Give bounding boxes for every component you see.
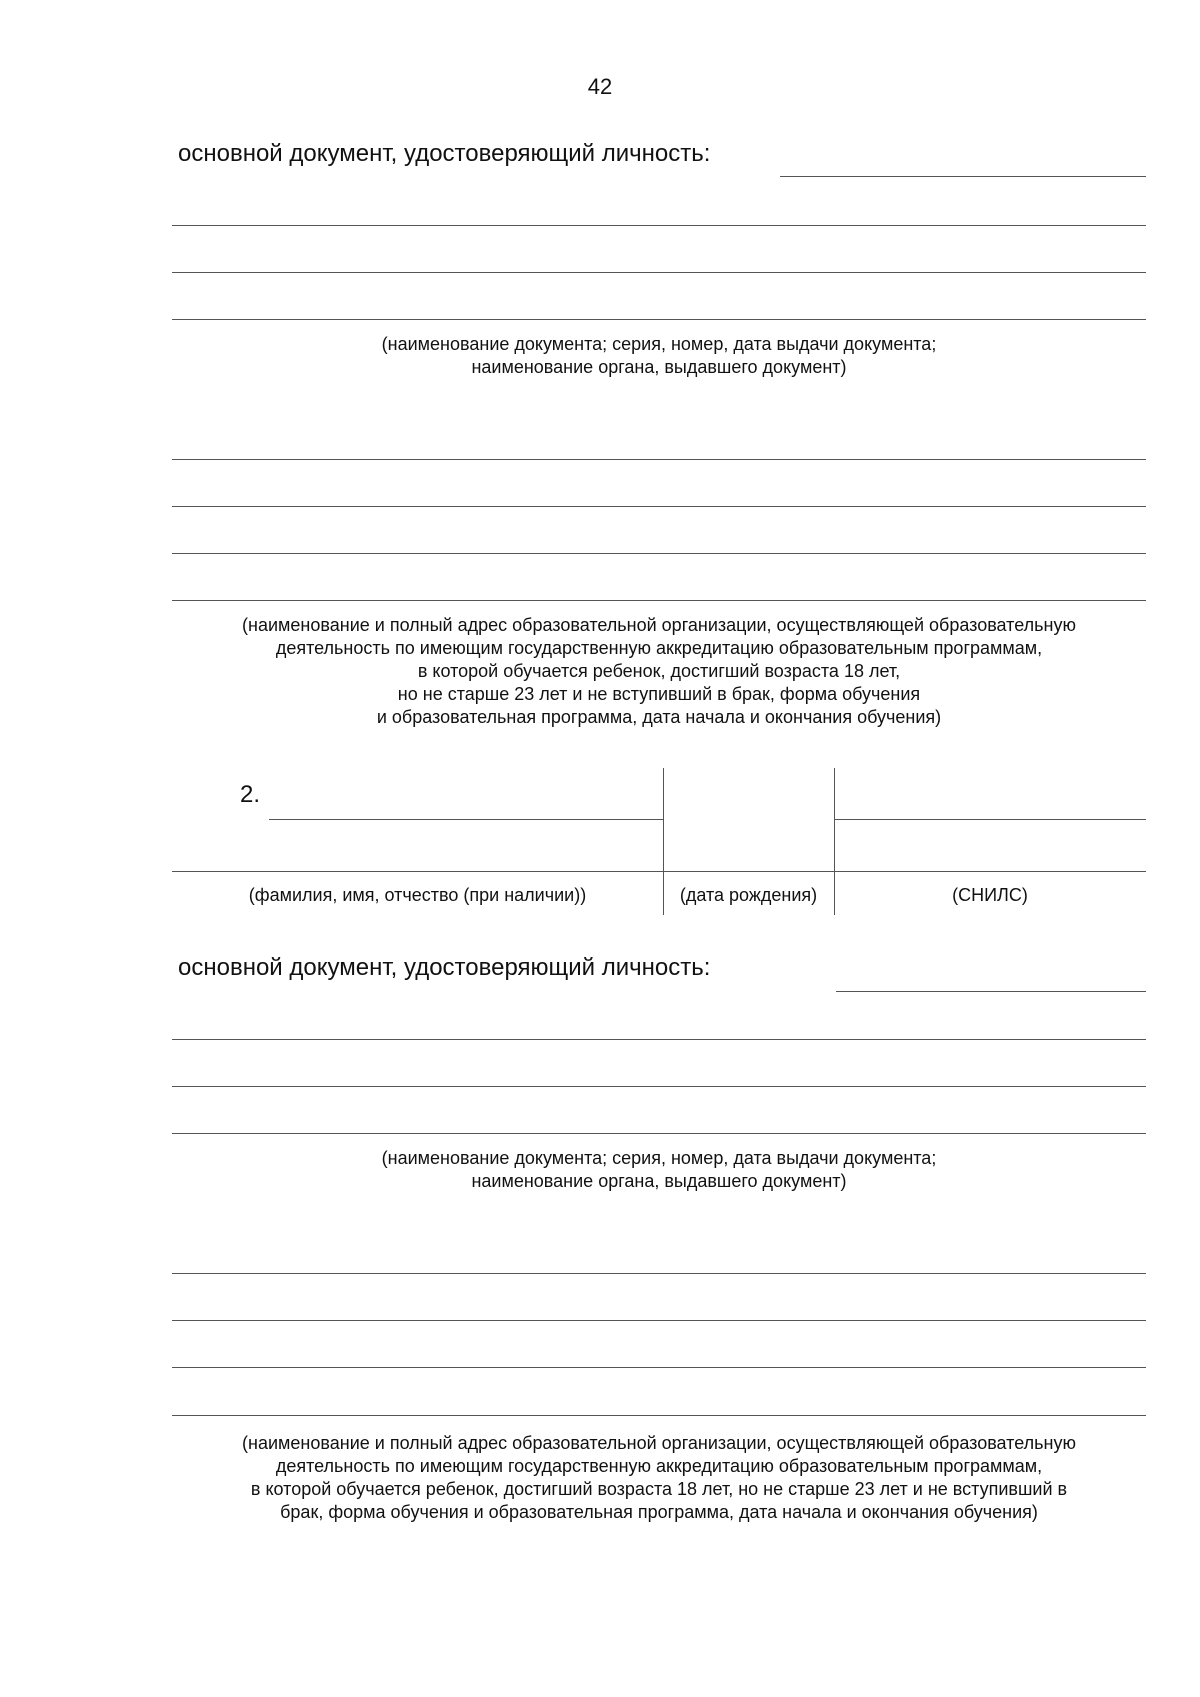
id-document-line-1[interactable] — [172, 225, 1146, 226]
snils-caption: (СНИЛС) — [952, 885, 1028, 905]
organization-2-line-1[interactable] — [172, 1273, 1146, 1274]
organization-2-line-2[interactable] — [172, 1320, 1146, 1321]
name-caption: (фамилия, имя, отчество (при наличии)) — [248, 885, 587, 905]
caption-line: деятельность по имеющим государственную аккредитацию образовательным программам, — [275, 1456, 1043, 1476]
caption-line: брак, форма обучения и образовательная программа, дата начала и окончания обучения) — [280, 1502, 1038, 1522]
organization-caption — [172, 614, 1146, 729]
organization-line-1[interactable] — [172, 459, 1146, 460]
caption-line: и образовательная программа, дата начала и окончания обучения) — [376, 707, 942, 727]
organization-caption-2 — [172, 1432, 1146, 1524]
id-document-2-line-1[interactable] — [172, 1039, 1146, 1040]
caption-line: (наименование и полный адрес образовательной организации, осуществляющей образовательную — [242, 615, 1076, 635]
person-row-baseline — [172, 871, 1146, 872]
caption-line: в которой обучается ребенок, достигший возраста 18 лет, — [417, 661, 901, 681]
id-document-2-line-3[interactable] — [172, 1133, 1146, 1134]
id-document-field-line[interactable] — [780, 176, 1146, 177]
organization-2-line-4[interactable] — [172, 1415, 1146, 1416]
organization-line-2[interactable] — [172, 506, 1146, 507]
caption-line: (наименование и полный адрес образовательной организации, осуществляющей образовательную — [242, 1433, 1076, 1453]
person-number: 2. — [240, 781, 261, 808]
name-field-line[interactable] — [269, 819, 663, 820]
snils-field-line[interactable] — [834, 819, 1146, 820]
id-document-2-line-2[interactable] — [172, 1086, 1146, 1087]
organization-line-3[interactable] — [172, 553, 1146, 554]
caption-line: деятельность по имеющим государственную аккредитацию образовательным программам, — [275, 638, 1043, 658]
id-document-caption-2 — [172, 1147, 1146, 1193]
caption-line: в которой обучается ребенок, достигший возраста 18 лет, но не старше 23 лет и не вступивший в — [250, 1479, 1068, 1499]
organization-2-line-3[interactable] — [172, 1367, 1146, 1368]
id-document-caption — [172, 333, 1146, 379]
caption-line: (наименование документа; серия, номер, дата выдачи документа; — [381, 1148, 937, 1168]
page-number: 42 — [587, 74, 613, 99]
birthdate-caption: (дата рождения) — [679, 885, 818, 905]
caption-line: но не старше 23 лет и не вступивший в брак, форма обучения — [397, 684, 921, 704]
id-document-line-2[interactable] — [172, 272, 1146, 273]
caption-line: наименование органа, выдавшего документ) — [471, 1171, 847, 1191]
caption-line: (наименование документа; серия, номер, дата выдачи документа; — [381, 334, 937, 354]
id-document-label: основной документ, удостоверяющий личность: — [178, 140, 711, 167]
id-document-field-line-2[interactable] — [836, 991, 1146, 992]
id-document-label-2: основной документ, удостоверяющий личность: — [178, 954, 711, 981]
organization-line-4[interactable] — [172, 600, 1146, 601]
caption-line: наименование органа, выдавшего документ) — [471, 357, 847, 377]
id-document-line-3[interactable] — [172, 319, 1146, 320]
